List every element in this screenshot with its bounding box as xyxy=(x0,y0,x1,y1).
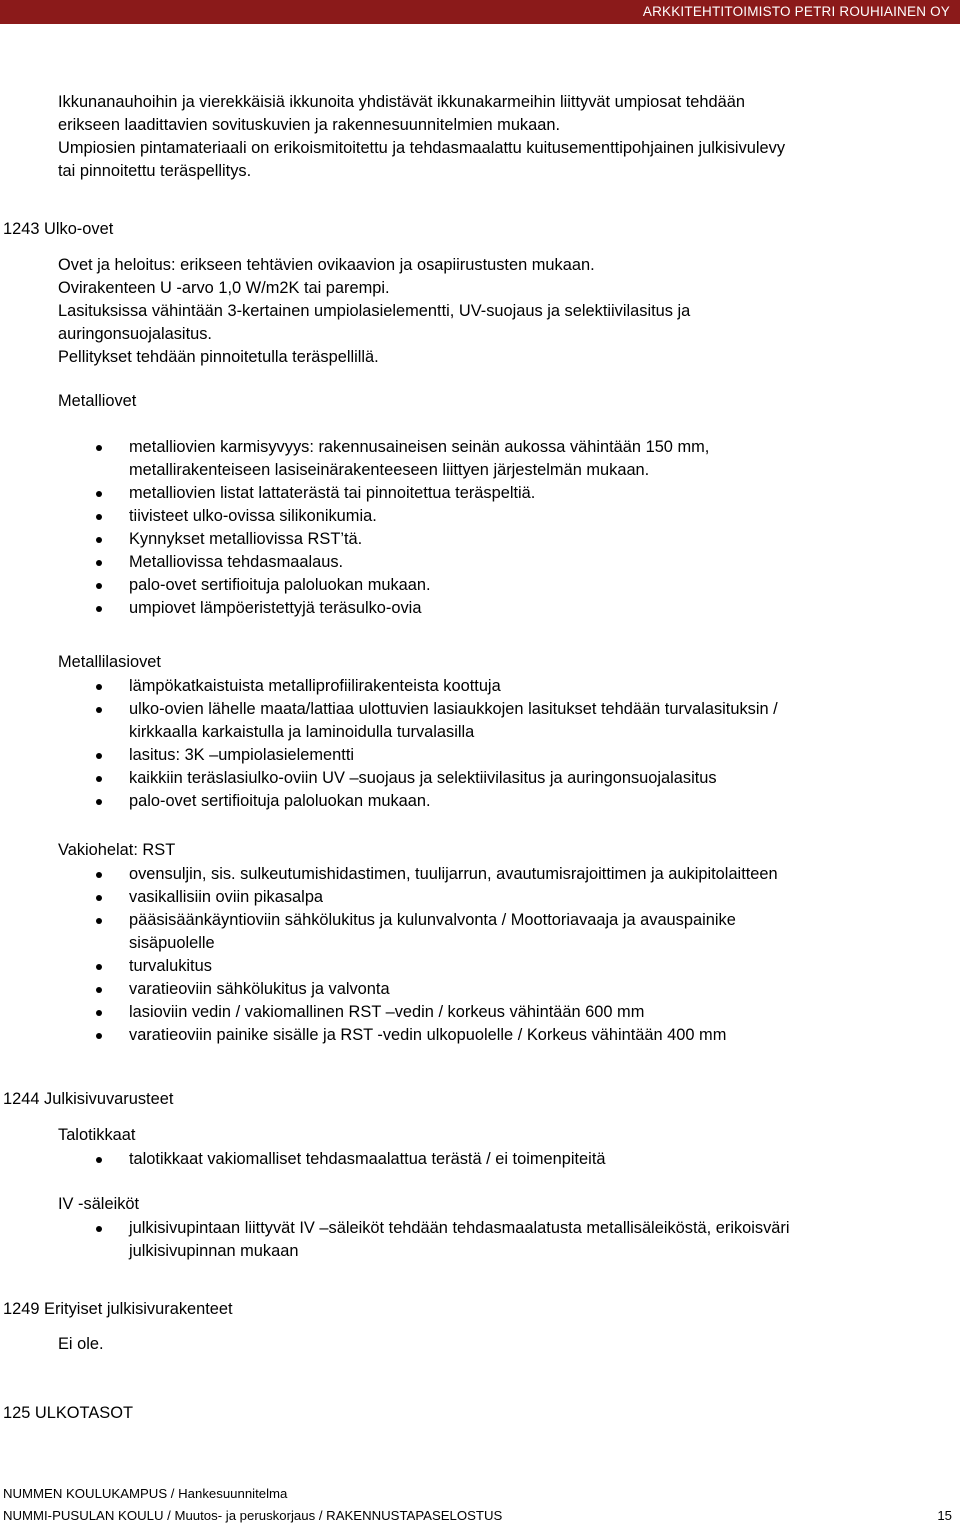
paragraph-line: Pellitykset tehdään pinnoitetulla teräspellillä. xyxy=(58,348,379,366)
paragraph-line: Ovet ja heloitus: erikseen tehtävien ovikaavion ja osapiirustusten mukaan. xyxy=(58,256,595,274)
bullet-icon xyxy=(96,1010,102,1016)
list-item-text: ulko-ovien lähelle maata/lattiaa ulottuvien lasiaukkojen lasitukset tehdään turvalasituksin / xyxy=(129,700,778,718)
list-item-text: palo-ovet sertifioituja paloluokan mukaan. xyxy=(129,576,431,594)
list-item xyxy=(58,1024,948,1047)
list-item-text: vasikallisiin oviin pikasalpa xyxy=(129,888,324,906)
list-item-text: tiivisteet ulko-ovissa silikonikumia. xyxy=(129,507,377,525)
section-heading-1243: 1243 Ulko-ovet xyxy=(3,220,114,238)
bullet-icon xyxy=(96,753,102,759)
vakiohelat-list xyxy=(58,863,948,1047)
bullet-icon xyxy=(96,537,102,543)
section-1243-paragraph xyxy=(58,254,948,369)
list-item xyxy=(58,528,948,551)
list-item xyxy=(58,698,948,744)
list-item xyxy=(58,863,948,886)
list-item-text: metalliovien listat lattaterästä tai pinnoitettua teräspeltiä. xyxy=(129,484,536,502)
intro-line: tai pinnoitettu teräspellitys. xyxy=(58,162,252,180)
list-item xyxy=(58,790,948,813)
list-item xyxy=(58,744,948,767)
list-item-text: kaikkiin teräslasiulko-oviin UV –suojaus ja selektiivilasitus ja auringonsuojalasitus xyxy=(129,769,717,787)
header-bar xyxy=(0,0,960,24)
list-item-text: Metalliovissa tehdasmaalaus. xyxy=(129,553,344,571)
paragraph-line: Ovirakenteen U -arvo 1,0 W/m2K tai parempi. xyxy=(58,279,390,297)
paragraph-line: Lasituksissa vähintään 3-kertainen umpiolasielementti, UV-suojaus ja selektiivilasitus ja xyxy=(58,302,691,320)
metallilasiovet-list xyxy=(58,675,948,813)
bullet-icon xyxy=(96,606,102,612)
bullet-icon xyxy=(96,707,102,713)
list-item-text: julkisivupinnan mukaan xyxy=(129,1242,299,1260)
list-item-text: turvalukitus xyxy=(129,957,212,975)
list-item-text: ovensuljin, sis. sulkeutumishidastimen, tuulijarrun, avautumisrajoittimen ja aukipitolaitteen xyxy=(129,865,778,883)
bullet-icon xyxy=(96,583,102,589)
bullet-icon xyxy=(96,1226,102,1232)
bullet-icon xyxy=(96,514,102,520)
list-item-text: lasioviin vedin / vakiomallinen RST –vedin / korkeus vähintään 600 mm xyxy=(129,1003,645,1021)
subheading-metallilasiovet: Metallilasiovet xyxy=(58,653,161,671)
list-item-text: metalliovien karmisyvyys: rakennusaineisen seinän aukossa vähintään 150 mm, xyxy=(129,438,710,456)
footer-line-2: NUMMI-PUSULAN KOULU / Muutos- ja peruskorjaus / RAKENNUSTAPASELOSTUS xyxy=(3,1508,503,1523)
list-item-text: lasitus: 3K –umpiolasielementti xyxy=(129,746,355,764)
saleikot-list xyxy=(58,1217,948,1263)
list-item xyxy=(58,767,948,790)
subheading-vakiohelat: Vakiohelat: RST xyxy=(58,841,176,859)
list-item xyxy=(58,505,948,528)
list-item-text: metallirakenteiseen lasiseinärakenteeseen liittyen järjestelmän mukaan. xyxy=(129,461,650,479)
list-item xyxy=(58,978,948,1001)
bullet-icon xyxy=(96,684,102,690)
bullet-icon xyxy=(96,1157,102,1163)
list-item xyxy=(58,1217,948,1263)
metalliovet-list xyxy=(58,436,948,620)
list-item-text: Kynnykset metalliovissa RST’tä. xyxy=(129,530,363,548)
bullet-icon xyxy=(96,1033,102,1039)
list-item-text: kirkkaalla karkaistulla ja laminoidulla turvalasilla xyxy=(129,723,475,741)
list-item xyxy=(58,551,948,574)
list-item-text: talotikkaat vakiomalliset tehdasmaalattua terästä / ei toimenpiteitä xyxy=(129,1150,606,1168)
list-item-text: varatieoviin sähkölukitus ja valvonta xyxy=(129,980,390,998)
paragraph-line: auringonsuojalasitus. xyxy=(58,325,212,343)
list-item xyxy=(58,886,948,909)
list-item-text: lämpökatkaistuista metalliprofiilirakenteista koottuja xyxy=(129,677,501,695)
bullet-icon xyxy=(96,964,102,970)
list-item-text: varatieoviin painike sisälle ja RST -vedin ulkopuolelle / Korkeus vähintään 400 mm xyxy=(129,1026,727,1044)
intro-line: Ikkunanauhoihin ja vierekkäisiä ikkunoita yhdistävät ikkunakarmeihin liittyvät umpiosat tehdään xyxy=(58,93,745,111)
list-item xyxy=(58,675,948,698)
bullet-icon xyxy=(96,895,102,901)
subheading-iv-saleikot: IV -säleiköt xyxy=(58,1195,140,1213)
list-item xyxy=(58,574,948,597)
list-item-text: pääsisäänkäyntioviin sähkölukitus ja kulunvalvonta / Moottoriavaaja ja avauspainike xyxy=(129,911,736,929)
list-item-text: umpiovet lämpöeristettyjä teräsulko-ovia xyxy=(129,599,422,617)
talotikkaat-list xyxy=(58,1148,948,1171)
section-heading-1244: 1244 Julkisivuvarusteet xyxy=(3,1090,174,1108)
company-name: ARKKITEHTITOIMISTO PETRI ROUHIAINEN OY xyxy=(642,4,950,19)
list-item-text: julkisivupintaan liittyvät IV –säleiköt tehdään tehdasmaalatusta metallisäleiköstä, erikoisväri xyxy=(129,1219,790,1237)
section-heading-1249: 1249 Erityiset julkisivurakenteet xyxy=(3,1300,233,1318)
subheading-talotikkaat: Talotikkaat xyxy=(58,1126,136,1144)
bullet-icon xyxy=(96,776,102,782)
subheading-metalliovet: Metalliovet xyxy=(58,392,137,410)
bullet-icon xyxy=(96,987,102,993)
intro-paragraph xyxy=(58,91,948,183)
list-item xyxy=(58,482,948,505)
bullet-icon xyxy=(96,445,102,451)
bullet-icon xyxy=(96,872,102,878)
intro-line: erikseen laadittavien sovituskuvien ja rakennesuunnitelmien mukaan. xyxy=(58,116,561,134)
list-item xyxy=(58,909,948,955)
list-item xyxy=(58,1148,948,1171)
list-item xyxy=(58,1001,948,1024)
list-item-text: palo-ovet sertifioituja paloluokan mukaan. xyxy=(129,792,431,810)
list-item xyxy=(58,597,948,620)
bullet-icon xyxy=(96,491,102,497)
page-number: 15 xyxy=(937,1508,952,1523)
list-item xyxy=(58,955,948,978)
bullet-icon xyxy=(96,799,102,805)
section-1249-text: Ei ole. xyxy=(58,1335,104,1353)
list-item xyxy=(58,436,948,482)
bullet-icon xyxy=(96,560,102,566)
list-item-text: sisäpuolelle xyxy=(129,934,215,952)
bullet-icon xyxy=(96,918,102,924)
section-heading-125: 125 ULKOTASOT xyxy=(3,1404,133,1422)
intro-line: Umpiosien pintamateriaali on erikoismitoitettu ja tehdasmaalattu kuitusementtipohjainen julkisivulevy xyxy=(58,139,786,157)
footer-line-1: NUMMEN KOULUKAMPUS / Hankesuunnitelma xyxy=(3,1486,288,1501)
